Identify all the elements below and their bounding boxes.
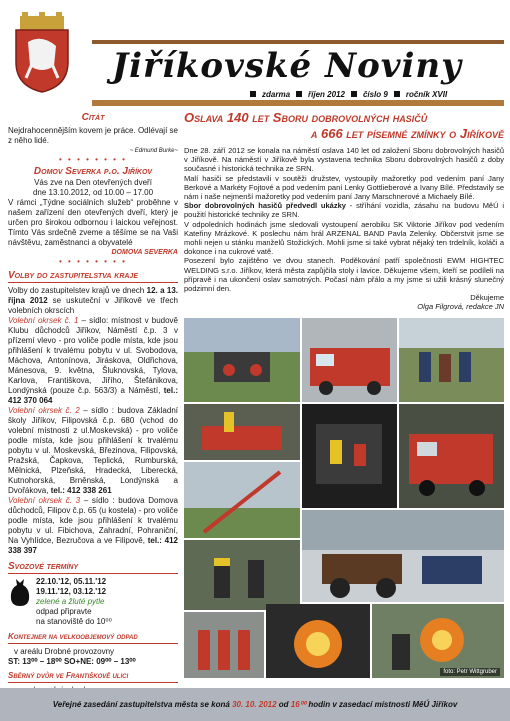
okrsek-1-text: – sídlo: místnost v budově Klubu důchodců Jiříkov, Náměstí č.p. 3 v přízemí vlevo - pro voliče podle místa, kde jsou přihlášení k trvalému pobytu v ul. Svobodova, Máchova, Antonínova, Jiráskova, Oldřichova, Mánesova, 9. května, Šluknovská, Tylova, Karlova, Františkova, Jiřího, Štefánikova, Londýnská (pouze č.p. 563/3) a Náměstí, [8,316,178,395]
okrsek-1 [8,316,178,406]
footer-text-mid: od [278,700,289,709]
okrsek-3-label: Volební okrsek č. 3 [8,496,81,505]
masthead [0,0,510,100]
photo-nocni-zasah [302,404,397,508]
coat-of-arms-icon [10,12,74,94]
domov-heading: Domov Severka p.o. Jiříkov [33,166,153,177]
article-paragraph [184,201,504,219]
svoz-heading: Svozové termíny [8,561,178,574]
photo-credit: foto: Petr Wittgruber [440,668,500,676]
title-box [92,44,504,88]
issue-month: říjen 2012 [308,89,345,99]
photo-plamen [372,604,504,678]
issue-volume: ročník XVII [405,89,448,99]
bullet-icon [351,91,357,97]
photo-hasici-nameti [184,318,300,402]
newspaper-title: Jiříkovské Noviny [112,46,462,86]
issue-number: číslo 9 [362,89,388,99]
article-paragraph: Dne 28. září 2012 se konala na náměstí oslava 140 let od založení Sboru dobrovolných hasičů v Jiříkově. Na náměstí v Jiříkově byla vystavena technika Sboru dobrovolných hasičů z doby současné i historická technika ze SRN. [184,146,504,174]
volby-intro-text2: se uskuteční v Jiříkově ve třech volebních okrscích [8,296,178,315]
okrsek-1-label: Volební okrsek č. 1 [8,316,79,325]
footer-banner [0,688,510,721]
bullet-icon [296,91,302,97]
okrsek-2 [8,406,178,496]
okrsek-2-label: Volební okrsek č. 2 [8,406,80,415]
svoz-block [8,577,178,627]
article-thanks: Děkujeme [470,293,504,303]
kontejner-place: v areálu Drobné provozovny [14,647,115,656]
photo-collage [184,318,504,678]
svoz-prepare: odpad připravte [36,607,92,616]
divider-dots: • • • • • • • • [59,257,127,266]
svoz-bags: zelené a žluté pytle [36,597,105,606]
photo-technika-srn [399,404,504,508]
sberny-heading: Sběrný dvůr ve Františkově ulici [8,670,178,683]
photo-historicka-technika [302,510,504,602]
issue-price: zdarma [262,89,291,99]
article-paragraph: Posezení bylo zajištěno ve dvou stanech. Poděkování patří společnosti EWM HIGHTEC WELDING s.r.o. Jiříkov, která města zapůjčila stoly i lavice. Děkujeme všem, kteří se podíleli na přípravě i na ukončení oslav samotných. Počasí nám přálo a my jsme si užili krásný slunečný podzimní den. [184,256,504,294]
article-title-line-1: Oslava 140 let Sboru dobrovolných hasičů [184,110,428,125]
article-bold-lead: Sbor dobrovolných hasičů předvedl ukázky [184,201,346,211]
bullet-icon [394,91,400,97]
citat-author: ~ Edmund Burke~ [129,148,178,154]
photo-zebrik [184,462,300,538]
kontejner-hours: ST: 13⁰⁰ – 18⁰⁰ SO+NE: 09⁰⁰ – 13⁰⁰ [8,657,136,666]
domov-invite: Vás zve na Den otevřených dveří [34,178,152,187]
photo-strihani-vozidla [184,404,300,460]
volby-heading: Volby do zastupitelstva kraje [8,270,178,283]
left-column [8,108,178,705]
photo-skupina [399,318,504,402]
bullet-icon [250,91,256,97]
citat-text: Nejdrahocennějším kovem je práce. Odlévají se z něho lidé. [8,126,178,145]
okrsek-3 [8,496,178,556]
citat-heading: Citát [81,112,105,123]
volby-date: 12. a 13. října 2012 [8,286,179,305]
article-paragraph-text: - stříhání vozidla, zásahu na budovu MěÚ i použití historické techniky ze SRN. [184,201,504,220]
right-column [184,108,504,312]
article-paragraph: Malí hasiči se představili v soutěži družstev, vystoupily mažoretky pod vedením paní Jany Berkové a Markéty Fojtové a pod vedením paní Lenky Gottlieberové a Ivany Bílé. Představily se nám i naše nejmenší mažoretky pod vedením paní Jany Marschnerové a Michaely Bílé. [184,173,504,202]
article-title-line-2: a 666 let písemné zmínky o Jiříkově [310,126,504,141]
okrsek-1-tel: tel.: 412 370 064 [8,386,178,405]
issue-info [250,88,504,100]
okrsek-3-text: – sídlo : budova Domova důchodců, Filipov č.p. 65 (u kostela) - pro voliče podle místa, kde jsou přihlášení k trvalému pobytu v ul. Fibichova, Zahradní, Pohraniční, Na Vyhlídce, Bezručova a ve Filipově, [8,496,178,545]
svoz-dates-1: 22.10.'12, 05.11.'12 [36,577,107,586]
photo-hasicske-cviceni [184,540,300,610]
photo-ohnostroj [266,604,370,678]
article-signature: Olga Filgrová, redakce JN [417,302,504,312]
footer-text-pre: Veřejné zasedání zastupitelstva města se koná [52,700,230,709]
svoz-text [36,577,112,627]
photo-hasicske-auto [302,318,397,402]
kontejner-heading: Kontejner na velkoobjemový odpad [8,631,178,644]
volby-intro [8,286,178,316]
trash-bag-icon [8,577,32,607]
footer-date: 30. 10. 2012 [232,700,277,709]
domov-date: dne 13.10.2012, od 10.00 – 17.00 [32,188,154,197]
volby-intro-text: Volby do zastupitelstev krajů ve dnech [8,286,145,295]
okrsek-2-tel: tel.: 412 338 261 [50,486,112,495]
article-body [184,146,504,312]
okrsek-2-text: – sídlo : budova Základní školy Jiříkov, Filipovská č.p. 680 (vchod do volební místnosti z ul.Moskevská) - pro voliče podle místa, kde jsou přihlášení k trvalému pobytu v ul. Moskevská, Březinova, Filipovská, Pražská, Čapkova, Teplická, Rumburská, Mělnická, Plzeňská, Hradecká, Liberecká, Kutnohorská, Brněnská, Londýnská a Dvořákova, [8,406,178,495]
header-stripe [92,100,504,106]
footer-text-post: hodin v zasedací místnosti MěÚ Jiříkov [308,700,458,709]
domov-text: V rámci „Týdne sociálních služeb“ proběhne v našem zařízení den otevřených dveří, který je určen pro širokou odbornou i laickou veřejnost. Tímto Vás srdečně zveme a těšíme se na Vaši návštěvu, zaměstnanci a obyvatelé [8,198,178,247]
svoz-time: na stanoviště do 10⁰⁰ [36,617,112,626]
photo-mazoretky [184,612,264,678]
divider-dots: • • • • • • • • [59,155,127,164]
okrsek-3-tel: tel.: 412 338 397 [8,536,179,555]
footer-time: 16⁰⁰ [290,700,307,709]
svoz-dates-2: 19.11.'12, 03.12.'12 [36,587,107,596]
article-paragraph: V odpoledních hodinách jsme sledovali vystoupení aerobiku SK Viktorie Jiříkov pod vedením Kateřiny Mrázkové. K poslechu nám hrál ARZENAL BAND Pavla Zelenky. Občerstvit jsme se mohli nejen u stánku manželů Stožických. Mohli jsme si také vybrat nějaký ten trdelník, koláči a dokonce i na cukrové vatě. [184,219,504,257]
domov-signature: DOMOVA SEVERKA [111,249,178,256]
